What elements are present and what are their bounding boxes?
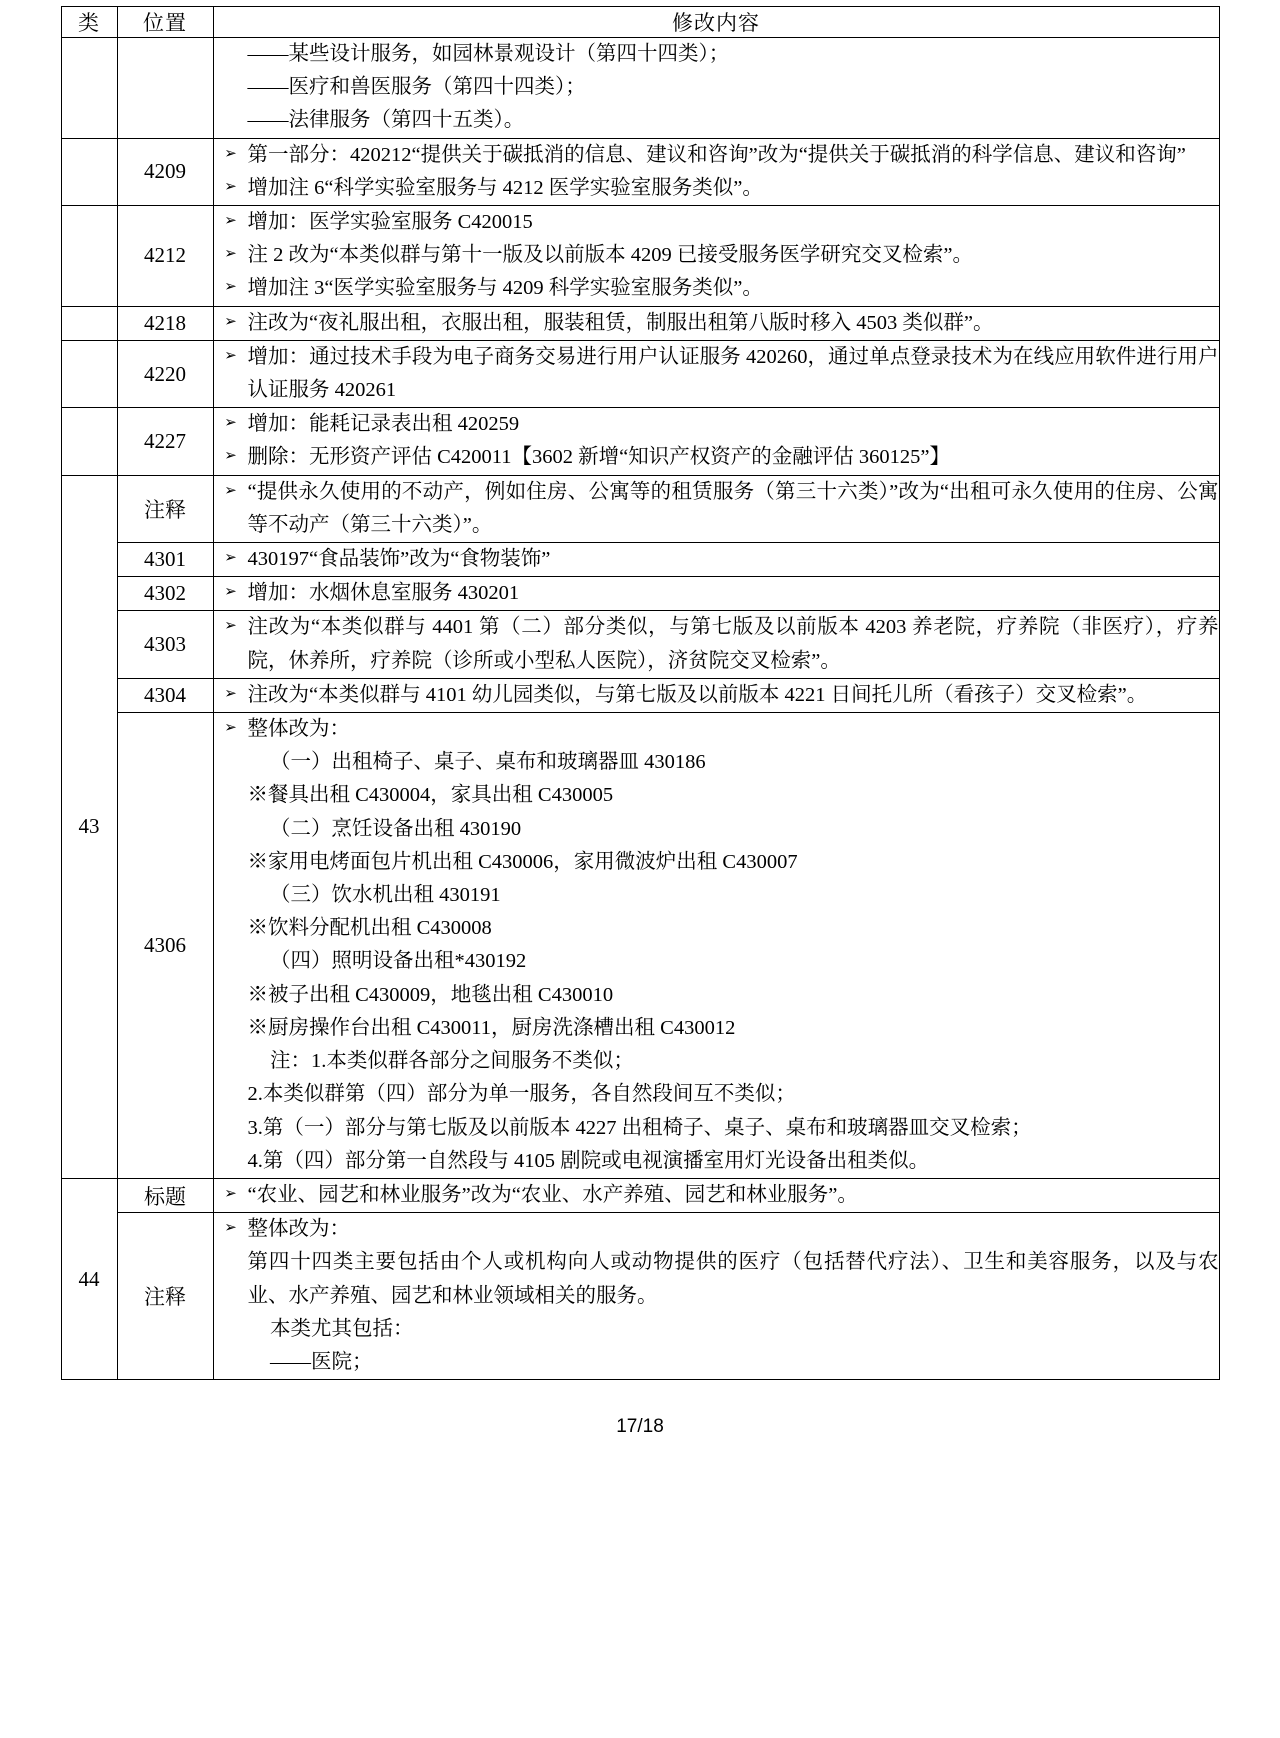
content-text: 增加：水烟休息室服务 430201 [247, 582, 520, 605]
column-header-position: 位置 [117, 7, 213, 38]
table-row [61, 138, 1219, 205]
arrow-bullet-icon: ➢ [224, 143, 237, 162]
arrow-bullet-icon: ➢ [224, 211, 237, 230]
column-header-class: 类 [61, 7, 117, 38]
content-text: 注 2 改为“本类似群与第十一版及以前版本 4209 已接受服务医学研究交叉检索”。 [247, 244, 973, 267]
content-text: 整体改为： [247, 1218, 350, 1241]
arrow-bullet-icon: ➢ [224, 1183, 237, 1202]
content-text: ——医院； [270, 1350, 373, 1373]
table-row [61, 611, 1219, 678]
table-row [61, 543, 1219, 577]
content-bullet-line [214, 679, 1219, 712]
arrow-bullet-icon: ➢ [224, 582, 237, 601]
content-text: 增加：医学实验室服务 C420015 [247, 211, 533, 234]
content-text: 增加：通过技术手段为电子商务交易进行用户认证服务 420260，通过单点登录技术为在线应用软件进行用户认证服务 420261 [247, 345, 1219, 402]
arrow-bullet-icon: ➢ [224, 616, 237, 635]
arrow-bullet-icon: ➢ [224, 1218, 237, 1237]
content-text: 整体改为： [247, 718, 350, 741]
arrow-bullet-icon: ➢ [224, 277, 237, 296]
content-text: 注改为“本类似群与 4101 幼儿园类似，与第七版及以前版本 4221 日间托儿所（看孩子）交叉检索”。 [247, 683, 1148, 706]
content-text: 删除：无形资产评估 C420011【3602 新增“知识产权资产的金融评估 360125”】 [247, 446, 950, 469]
table-row [61, 678, 1219, 712]
cell-position: 4209 [117, 138, 213, 205]
cell-class [61, 206, 117, 307]
content-text: 注改为“本类似群与 4401 第（二）部分类似，与第七版及以前版本 4203 养老院，疗养院（非医疗），疗养院，休养所，疗养院（诊所或小型私人医院），济贫院交叉检索”。 [247, 616, 1219, 672]
cell-content [213, 340, 1219, 407]
cell-content [213, 306, 1219, 340]
table-row [61, 206, 1219, 307]
content-text: （一）出租椅子、桌子、桌布和玻璃器皿 430186 [270, 751, 706, 774]
content-text: “提供永久使用的不动产，例如住房、公寓等的租赁服务（第三十六类）”改为“出租可永久使用的住房、公寓等不动产（第三十六类）”。 [247, 480, 1219, 536]
table-row [61, 713, 1219, 1179]
cell-position: 注释 [117, 1213, 213, 1380]
content-text: ——法律服务（第四十五类）。 [247, 109, 525, 132]
content-text: （二）烹饪设备出租 430190 [270, 817, 522, 840]
cell-position: 4220 [117, 340, 213, 407]
cell-content [213, 713, 1219, 1179]
cell-position [117, 38, 213, 139]
table-row [61, 1213, 1219, 1380]
content-bullet-line [214, 476, 1219, 542]
content-bullet-line [214, 307, 1219, 340]
cell-position: 4212 [117, 206, 213, 307]
cell-class [61, 340, 117, 407]
arrow-bullet-icon: ➢ [224, 311, 237, 330]
content-bullet-line [214, 172, 1219, 205]
cell-position: 4303 [117, 611, 213, 678]
content-bullet-line [214, 272, 1219, 305]
content-text: 本类尤其包括： [270, 1317, 414, 1340]
table-header-row [61, 7, 1219, 38]
table-row [61, 408, 1219, 475]
cell-content [213, 577, 1219, 611]
content-bullet-line [214, 341, 1219, 407]
arrow-bullet-icon: ➢ [224, 480, 237, 499]
content-text: ※饮料分配机出租 C430008 [247, 917, 492, 940]
cell-position: 4301 [117, 543, 213, 577]
table-row [61, 306, 1219, 340]
table-row [61, 577, 1219, 611]
content-text: 增加注 6“科学实验室服务与 4212 医学实验室服务类似”。 [247, 176, 763, 199]
cell-class [61, 408, 117, 475]
amendment-table [61, 6, 1220, 1380]
table-row [61, 475, 1219, 542]
content-bullet-line [214, 408, 1219, 441]
cell-content [213, 543, 1219, 577]
arrow-bullet-icon: ➢ [224, 446, 237, 465]
table-body [61, 38, 1219, 1380]
cell-content [213, 206, 1219, 307]
arrow-bullet-icon: ➢ [224, 413, 237, 432]
content-text: 4.第（四）部分第一自然段与 4105 剧院或电视演播室用灯光设备出租类似。 [247, 1149, 930, 1172]
cell-content [213, 475, 1219, 542]
content-bullet-line [214, 543, 1219, 576]
content-text: ※被子出租 C430009，地毯出租 C430010 [247, 983, 614, 1006]
cell-class [61, 138, 117, 205]
content-text: 430197“食品装饰”改为“食物装饰” [247, 548, 551, 571]
content-bullet-line [214, 239, 1219, 272]
cell-position: 4306 [117, 713, 213, 1179]
content-bullet-line [214, 713, 1219, 746]
content-text: ※厨房操作台出租 C430011，厨房洗涤槽出租 C430012 [247, 1016, 736, 1039]
cell-content [213, 38, 1219, 139]
cell-content [213, 678, 1219, 712]
content-text: 3.第（一）部分与第七版及以前版本 4227 出租椅子、桌子、桌布和玻璃器皿交叉检索； [247, 1116, 1032, 1139]
content-text: ——医疗和兽医服务（第四十四类）； [247, 76, 586, 99]
content-text: （三）饮水机出租 430191 [270, 884, 501, 907]
content-text: 增加注 3“医学实验室服务与 4209 科学实验室服务类似”。 [247, 277, 763, 300]
table-row [61, 340, 1219, 407]
content-text: “农业、园艺和林业服务”改为“农业、水产养殖、园艺和林业服务”。 [247, 1183, 858, 1206]
cell-position: 标题 [117, 1178, 213, 1212]
cell-content [213, 1213, 1219, 1380]
cell-position: 4304 [117, 678, 213, 712]
cell-class [61, 306, 117, 340]
content-bullet-line [214, 577, 1219, 610]
content-text: ——某些设计服务，如园林景观设计（第四十四类）； [247, 43, 730, 65]
content-text: ※餐具出租 C430004，家具出租 C430005 [247, 784, 614, 807]
content-text: 注：1.本类似群各部分之间服务不类似； [270, 1050, 634, 1073]
arrow-bullet-icon: ➢ [224, 345, 237, 364]
cell-position: 4302 [117, 577, 213, 611]
cell-content [213, 138, 1219, 205]
arrow-bullet-icon: ➢ [224, 683, 237, 702]
content-bullet-line [214, 206, 1219, 239]
content-text: 第一部分：420212“提供关于碳抵消的信息、建议和咨询”改为“提供关于碳抵消的科学信息、建议和咨询” [247, 143, 1186, 166]
content-text: 增加：能耗记录表出租 420259 [247, 413, 520, 436]
table-header [61, 7, 1219, 38]
content-bullet-line [214, 1179, 1219, 1212]
arrow-bullet-icon: ➢ [224, 718, 237, 737]
column-header-content: 修改内容 [213, 7, 1219, 38]
content-text: （四）照明设备出租*430192 [270, 950, 527, 973]
cell-class [61, 38, 117, 139]
content-text: 2.本类似群第（四）部分为单一服务，各自然段间互不类似； [247, 1083, 796, 1106]
cell-position: 4227 [117, 408, 213, 475]
page-footer: 17/18 [616, 1416, 664, 1438]
cell-content [213, 408, 1219, 475]
content-bullet-line [214, 441, 1219, 474]
cell-position: 4218 [117, 306, 213, 340]
table-row [61, 38, 1219, 139]
content-bullet-line [214, 611, 1219, 677]
table-row [61, 1178, 1219, 1212]
content-bullet-line [214, 1213, 1219, 1246]
content-text: ※家用电烤面包片机出租 C430006，家用微波炉出租 C430007 [247, 850, 798, 873]
cell-class: 43 [61, 475, 117, 1178]
arrow-bullet-icon: ➢ [224, 244, 237, 263]
content-text: 注改为“夜礼服出租，衣服出租，服装租赁，制服出租第八版时移入 4503 类似群”。 [247, 311, 994, 334]
cell-content [213, 1178, 1219, 1212]
arrow-bullet-icon: ➢ [224, 548, 237, 567]
arrow-bullet-icon: ➢ [224, 176, 237, 195]
cell-class: 44 [61, 1178, 117, 1379]
content-text: 第四十四类主要包括由个人或机构向人或动物提供的医疗（包括替代疗法）、卫生和美容服务，以及与农业、水产养殖、园艺和林业领域相关的服务。 [247, 1251, 1219, 1307]
cell-position: 注释 [117, 475, 213, 542]
cell-content [213, 611, 1219, 678]
content-bullet-line [214, 139, 1219, 172]
